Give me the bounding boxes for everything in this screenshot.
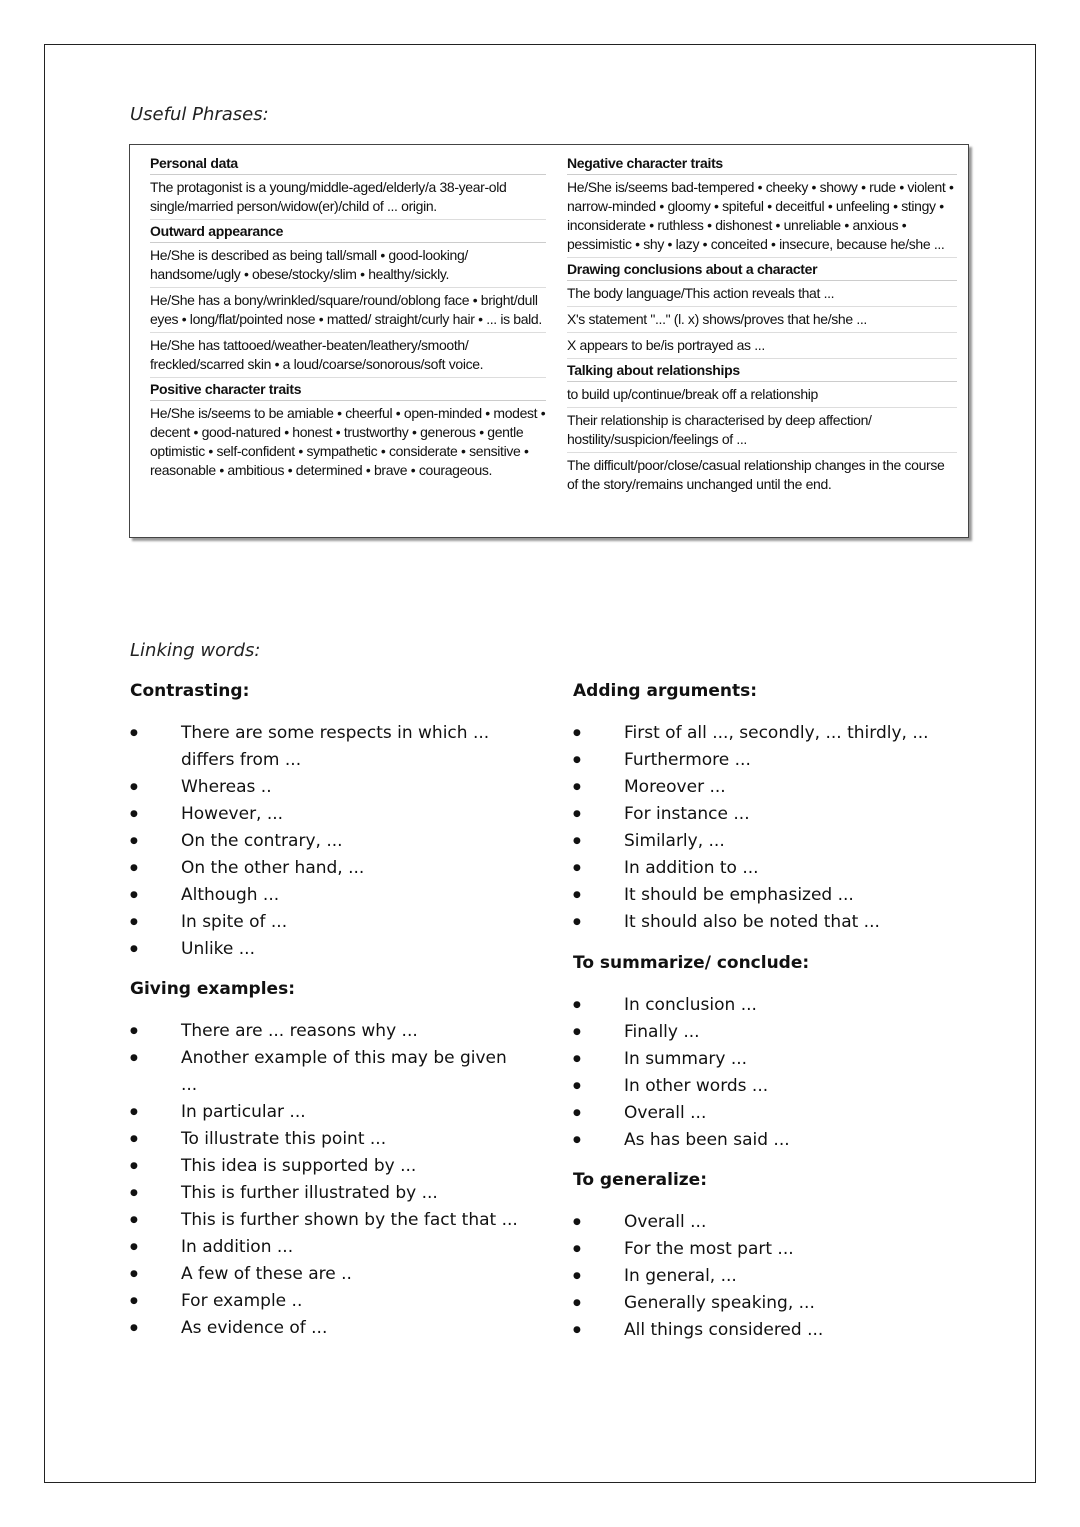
phrase-text: X's statement "..." (l. x) shows/proves that he/she ... — [567, 310, 957, 333]
phrase-column-left — [150, 155, 546, 486]
list-item: ● In addition ... — [130, 1234, 530, 1261]
adding-arguments-list — [573, 720, 993, 936]
list-item: ● It should be emphasized ... — [573, 882, 993, 909]
contrasting-heading: Contrasting: — [130, 681, 250, 701]
section-heading: Personal data — [150, 155, 546, 175]
list-item: ● This is further shown by the fact that ... — [130, 1207, 530, 1234]
list-item: ● It should also be noted that ... — [573, 909, 993, 936]
list-item: ● On the contrary, ... — [130, 828, 530, 855]
section-heading: Negative character traits — [567, 155, 957, 175]
list-item: ● This is further illustrated by ... — [130, 1180, 530, 1207]
phrase-text: He/She has a bony/wrinkled/square/round/oblong face • bright/dull eyes • long/flat/pointed nose • matted/ straight/curly hair • ... is bald. — [150, 291, 546, 333]
section-heading: Positive character traits — [150, 381, 546, 401]
list-item: ● On the other hand, ... — [130, 855, 530, 882]
phrase-text: The body language/This action reveals that ... — [567, 284, 957, 307]
phrase-text: He/She is/seems to be amiable • cheerful • open-minded • modest • decent • good-natured • honest • trustworthy • generous • gentle optimistic • self-confident • sympathetic • considerate • sensitive • reasonable • ambitious • determined • brave • courageous. — [150, 405, 546, 478]
generalize-heading: To generalize: — [573, 1170, 707, 1190]
linking-words-heading: Linking words: — [130, 640, 261, 661]
section-heading: Talking about relationships — [567, 362, 957, 382]
list-item: ● However, ... — [130, 801, 530, 828]
giving-examples-list — [130, 1018, 530, 1342]
list-item: ● As evidence of ... — [130, 1315, 530, 1342]
section-heading: Drawing conclusions about a character — [567, 261, 957, 281]
phrase-text: to build up/continue/break off a relationship — [567, 385, 957, 408]
phrase-text: Their relationship is characterised by deep affection/ hostility/suspicion/feelings of ... — [567, 411, 957, 453]
list-item: ● In particular ... — [130, 1099, 530, 1126]
list-item: ● In conclusion ... — [573, 992, 993, 1019]
list-item: ● Overall ... — [573, 1209, 993, 1236]
contrasting-list — [130, 720, 530, 963]
list-item: ● Unlike ... — [130, 936, 530, 963]
list-item: ● Although ... — [130, 882, 530, 909]
list-item: ● For instance ... — [573, 801, 993, 828]
list-item: differs from ... — [181, 750, 302, 770]
list-item: ● A few of these are .. — [130, 1261, 530, 1288]
list-item: ● For the most part ... — [573, 1236, 993, 1263]
list-item: ● As has been said ... — [573, 1127, 993, 1154]
list-item: ● Similarly, ... — [573, 828, 993, 855]
phrase-text: The difficult/poor/close/casual relationship changes in the course of the story/remains unchanged until the end. — [567, 457, 945, 492]
list-item: ● Moreover ... — [573, 774, 993, 801]
list-item: ● Finally ... — [573, 1019, 993, 1046]
list-item: ● There are ... reasons why ... — [130, 1018, 530, 1045]
phrase-text: He/She is/seems bad-tempered • cheeky • showy • rude • violent • narrow-minded • gloomy • spiteful • deceitful • unfeeling • stingy • inconsiderate • ruthless • dishonest • unreliable • anxious • pessimistic • shy • lazy • conceited • insecure, because he/she ... — [567, 178, 957, 258]
list-item: ● In summary ... — [573, 1046, 993, 1073]
list-item: ● Furthermore ... — [573, 747, 993, 774]
adding-arguments-heading: Adding arguments: — [573, 681, 758, 701]
list-item: ● To illustrate this point ... — [130, 1126, 530, 1153]
list-item: ● For example .. — [130, 1288, 530, 1315]
list-item: ● This idea is supported by ... — [130, 1153, 530, 1180]
giving-examples-heading: Giving examples: — [130, 979, 296, 999]
generalize-list — [573, 1209, 993, 1344]
phrase-text: He/She has tattooed/weather-beaten/leathery/smooth/ freckled/scarred skin • a loud/coarse/sonorous/soft voice. — [150, 336, 546, 378]
phrase-box — [129, 144, 969, 538]
summarize-list — [573, 992, 993, 1154]
phrase-text: The protagonist is a young/middle-aged/elderly/a 38-year-old single/married person/widow(er)/child of ... origin. — [150, 178, 546, 220]
list-item: ● Another example of this may be given — [130, 1045, 530, 1072]
phrase-text: He/She is described as being tall/small • good-looking/ handsome/ugly • obese/stocky/slim • healthy/sickly. — [150, 246, 546, 288]
list-item: ... — [181, 1075, 198, 1095]
list-item: ● All things considered ... — [573, 1317, 993, 1344]
list-item: ● In addition to ... — [573, 855, 993, 882]
list-item: ● There are some respects in which ... — [130, 720, 530, 747]
phrase-text: X appears to be/is portrayed as ... — [567, 336, 957, 359]
list-item: ● In general, ... — [573, 1263, 993, 1290]
list-item: ● Overall ... — [573, 1100, 993, 1127]
phrase-column-right — [567, 155, 957, 500]
list-item: ● Whereas .. — [130, 774, 530, 801]
list-item: ● In other words ... — [573, 1073, 993, 1100]
section-heading: Outward appearance — [150, 223, 546, 243]
list-item: ● Generally speaking, ... — [573, 1290, 993, 1317]
list-item: ● In spite of ... — [130, 909, 530, 936]
useful-phrases-heading: Useful Phrases: — [130, 104, 269, 125]
summarize-heading: To summarize/ conclude: — [573, 953, 810, 973]
list-item: ● First of all ..., secondly, ... thirdly, ... — [573, 720, 993, 747]
